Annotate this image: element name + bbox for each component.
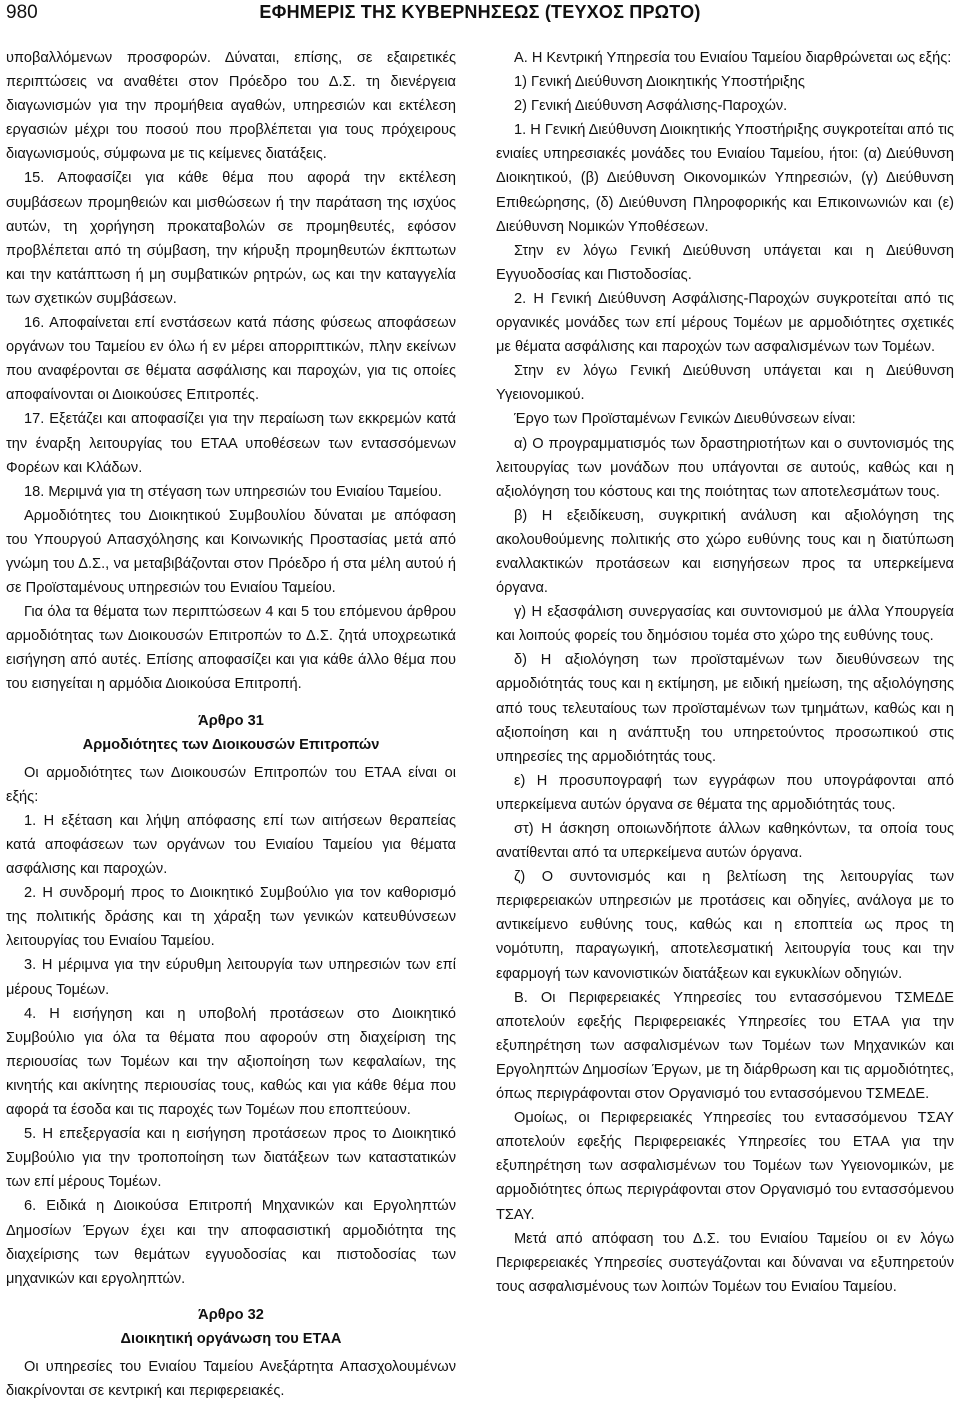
paragraph: Στην εν λόγω Γενική Διεύθυνση υπάγεται και η Διεύθυνση Υγειονομικού. [496, 363, 954, 404]
paragraph: α) Ο προγραμματισμός των δραστηριοτήτων και ο συντονισμός της λειτουργίας των μονάδων που υπάγονται σε αυτούς, καθώς και η αξιολόγηση του κόστους και της ποιότητας των αποτελεσμάτων τους. [496, 435, 954, 500]
paragraph: 1. Η Γενική Διεύθυνση Διοικητικής Υποστήριξης συγκροτείται από τις ενιαίες υπηρεσιακές μονάδες του Ενιαίου Ταμείου, ήτοι: (α) Διεύθυνση Διοικητικού, (β) Διεύθυνση Οικονομικών Υπηρεσιών, (γ) Διεύθυνση Επιθεώρησης, (δ) Διεύθυνση Πληροφορικής και Επικοινωνιών και (ε) Διεύθυνση Νομικών Υποθέσεων. [496, 122, 955, 235]
paragraph: 5. Η επεξεργασία και η εισήγηση προτάσεων προς το Διοικητικό Συμβούλιο για την τροποποίηση των διατάξεων των καταστατικών των επί μέρους Τομέων. [6, 1126, 456, 1191]
article-number: Άρθρο 31 [198, 712, 264, 729]
paragraph: 2. Η Γενική Διεύθυνση Ασφάλισης-Παροχών συγκροτείται από τις οργανικές μονάδες των επί μέρους Τομέων με αρμοδιότητες σχετικές με θέματα ασφάλισης και παροχών των ασφαλισμένων των Τομέων. [496, 290, 954, 356]
paragraph: 17. Εξετάζει και αποφασίζει για την περαίωση των εκκρεμών κατά την έναρξη λειτουργίας του ΕΤΑΑ υποθέσεων των εντασσόμενων Φορέων και Κλάδων. [6, 411, 456, 476]
paragraph: 1) Γενική Διεύθυνση Διοικητικής Υποστήριξης [514, 74, 805, 91]
article-number: Άρθρο 32 [198, 1306, 264, 1323]
paragraph: 4. Η εισήγηση και η υποβολή προτάσεων στο Διοικητικό Συμβούλιο για όλα τα θέματα που αφορούν στη διαχείριση της περιουσίας των Τομέων και την αξιοποίηση των κεφαλαίων, της κινητής και ακίνητης περιουσίας τους, καθώς και για κάθε θέμα που αφορά τα έσοδα και τις παροχές των Τομέων που εποπτεύουν. [6, 1005, 456, 1119]
gazette-title: ΕΦΗΜΕΡΙΣ ΤΗΣ ΚΥΒΕΡΝΗΣΕΩΣ (ΤΕΥΧΟΣ ΠΡΩΤΟ) [259, 2, 701, 22]
paragraph: Οι αρμοδιότητες των Διοικουσών Επιτροπών του ΕΤΑΑ είναι οι εξής: [6, 764, 456, 805]
paragraph: στ) Η άσκηση οποιωνδήποτε άλλων καθηκόντων, τα οποία τους ανατίθενται από τα υπερκείμενα αυτών όργανα. [496, 821, 954, 862]
paragraph: Μετά από απόφαση του Δ.Σ. του Ενιαίου Ταμείου οι εν λόγω Περιφερειακές Υπηρεσίες συστεγάζονται και δύναναι να εξυπηρετούν τους ασφαλισμένους των λοιπών Τομέων του Ενιαίου Ταμείου. [496, 1230, 954, 1295]
paragraph: Στην εν λόγω Γενική Διεύθυνση υπάγεται και η Διεύθυνση Εγγυοδοσίας και Πιστοδοσίας. [496, 242, 954, 283]
paragraph: Α. Η Κεντρική Υπηρεσία του Ενιαίου Ταμείου διαρθρώνεται ως εξής: [514, 50, 952, 66]
paragraph: Έργο των Προϊσταμένων Γενικών Διευθύνσεων είναι: [514, 411, 856, 428]
article-title: Αρμοδιότητες των Διοικουσών Επιτροπών [82, 736, 380, 753]
article-title: Διοικητική οργάνωση του ΕΤΑΑ [120, 1330, 342, 1347]
paragraph: υποβαλλόμενων προσφορών. Δύναται, επίσης, σε εξαιρετικές περιπτώσεις να αναθέτει στον Πρόεδρο του Δ.Σ. τη διενέργεια διαγωνισμών για την προμήθεια αγαθών, υπηρεσιών και εκτέλεση εργασιών μέχρι του ποσού που προβλέπεται για τους πρόχειρους διαγωνισμούς, σύμφωνα με τις κείμενες διατάξεις. [6, 50, 456, 163]
paragraph: Β. Οι Περιφερειακές Υπηρεσίες του εντασσόμενου ΤΣΜΕΔΕ αποτελούν εφεξής Περιφερειακές Υπηρεσίες του ΕΤΑΑ για την εξυπηρέτηση των ασφαλισμένων των Τομέων των Μηχανικών και Εργοληπτών Δημοσίων Έργων, με τη διάρθρωση και τις αρμοδιότητες, όπως περιγράφονται στον Οργανισμό του εντασσόμενου ΤΣΜΕΔΕ. [496, 989, 954, 1103]
left-column [6, 46, 456, 1403]
paragraph: Ομοίως, οι Περιφερειακές Υπηρεσίες του εντασσόμενου ΤΣΑΥ αποτελούν εφεξής Περιφερειακές Υπηρεσίες του ΕΤΑΑ για την εξυπηρέτηση των ασφαλισμένων του Τομέων των Υγειονομικών, με αρμοδιότητες όπως περιγράφονται στον Οργανισμό του εντασσόμενου ΤΣΑΥ. [496, 1110, 954, 1223]
paragraph: 2. Η συνδρομή προς το Διοικητικό Συμβούλιο για τον καθορισμό της πολιτικής δράσης και τη χάραξη των γενικών κατευθύνσεων λειτουργίας του Ενιαίου Ταμείου. [6, 885, 456, 950]
paragraph: Οι υπηρεσίες του Ενιαίου Ταμείου Ανεξάρτητα Απασχολουμένων διακρίνονται σε κεντρική και περιφερειακές. [6, 1358, 456, 1400]
page-header [0, 0, 960, 32]
paragraph: Για όλα τα θέματα των περιπτώσεων 4 και 5 του επόμενου άρθρου αρμοδιότητας των Διοικουσών Επιτροπών το Δ.Σ. ζητά υποχρεωτικά εισήγηση από αυτές. Επίσης αποφασίζει και για κάθε άλλο θέμα που του εισηγείται η αρμόδια Διοικούσα Επιτροπή. [6, 604, 456, 693]
paragraph: ε) Η προσυπογραφή των εγγράφων που υπογράφονται από υπερκείμενα αυτών όργανα σε θέματα της αρμοδιότητάς τους. [496, 772, 954, 813]
paragraph: δ) Η αξιολόγηση των προϊσταμένων των διευθύνσεων της αρμοδιότητάς τους και η εκτίμηση, με ειδική ημείωση, της αξιολόγησης από τους τελευταίους των προϊσταμένων των τμημάτων, καθώς και η αξιοποίηση και η ανάπτυξη του υπηρετούντος προσωπικού στις υπηρεσίες της αρμοδιότητάς τους. [496, 652, 954, 765]
paragraph: 18. Μεριμνά για τη στέγαση των υπηρεσιών του Ενιαίου Ταμείου. [24, 483, 442, 500]
paragraph: 2) Γενική Διεύθυνση Ασφάλισης-Παροχών. [514, 98, 788, 115]
paragraph: 3. Η μέριμνα για την εύρυθμη λειτουργία των υπηρεσιών των επί μέρους Τομέων. [6, 957, 456, 998]
paragraph: 16. Αποφαίνεται επί ενστάσεων κατά πάσης φύσεως αποφάσεων οργάνων του Ταμείου εν όλω ή εν μέρει απορριπτικών, πλην εκείνων που αναφέρονται σε θέματα ασφάλισης και παροχών, για τις οποίες αποφαίνονται οι Διοικούσες Επιτροπές. [6, 315, 456, 404]
paragraph: ζ) Ο συντονισμός και η βελτίωση της λειτουργίας των περιφερειακών υπηρεσιών με προτάσεις και οδηγίες, ανάλογα με το αντικείμενο ευθύνης τους, καθώς και η εποπτεία ως προς τη νομότυπη, παραγωγική, αποτελεσματική λειτουργία τους και την εφαρμογή των κανονιστικών διατάξεων και εγκυκλίων οδηγιών. [496, 869, 954, 982]
paragraph: 1. Η εξέταση και λήψη απόφασης επί των αιτήσεων θεραπείας κατά αποφάσεων των οργάνων του Ενιαίου Ταμείου για θέματα ασφάλισης και παροχών. [6, 812, 456, 878]
paragraph: γ) Η εξασφάλιση συνεργασίας και συντονισμού με άλλα Υπουργεία και λοιπούς φορείς του δημόσιου τομέα στο χώρο της ευθύνης τους. [496, 604, 954, 645]
right-column [496, 46, 954, 1299]
paragraph: 15. Αποφασίζει για κάθε θέμα που αφορά την εκτέλεση συμβάσεων προμηθειών και μισθώσεων ή την παράταση της ισχύος αυτών, τη χορήγηση προκαταβολών σε προμηθευτές, εφόσον προβλέπεται από τη σύμβαση, την κήρυξη προμηθευτών έκπτωτων και την κατάπτωση ή μη συμβατικών ρητρών, ως και την καταγγελία των σχετικών συμβάσεων. [6, 170, 456, 307]
paragraph: Αρμοδιότητες του Διοικητικού Συμβουλίου δύναται με απόφαση του Υπουργού Απασχόλησης και Κοινωνικής Προστασίας μετά από γνώμη του Δ.Σ., να μεταβιβάζονται στον Πρόεδρο ή στα μέλη αυτού ή σε Προϊσταμένους υπηρεσιών του Ενιαίου Ταμείου. [6, 507, 456, 597]
paragraph: β) Η εξειδίκευση, συγκριτική ανάλυση και αξιολόγηση της ακολουθούμενης πολιτικής στο χώρο ευθύνης τους και η διατύπωση εναλλακτικών προτάσεων και εισηγήσεων προς τα υπερκείμενα όργανα. [496, 507, 954, 597]
page-number: 980 [6, 2, 38, 23]
paragraph: 6. Ειδικά η Διοικούσα Επιτροπή Μηχανικών και Εργοληπτών Δημοσίων Έργων έχει και την αποφασιστική αρμοδιότητα της διαχείρισης των θεμάτων εγγυοδοσίας και πιστοδοσίας των μηχανικών και εργοληπτών. [6, 1198, 456, 1287]
